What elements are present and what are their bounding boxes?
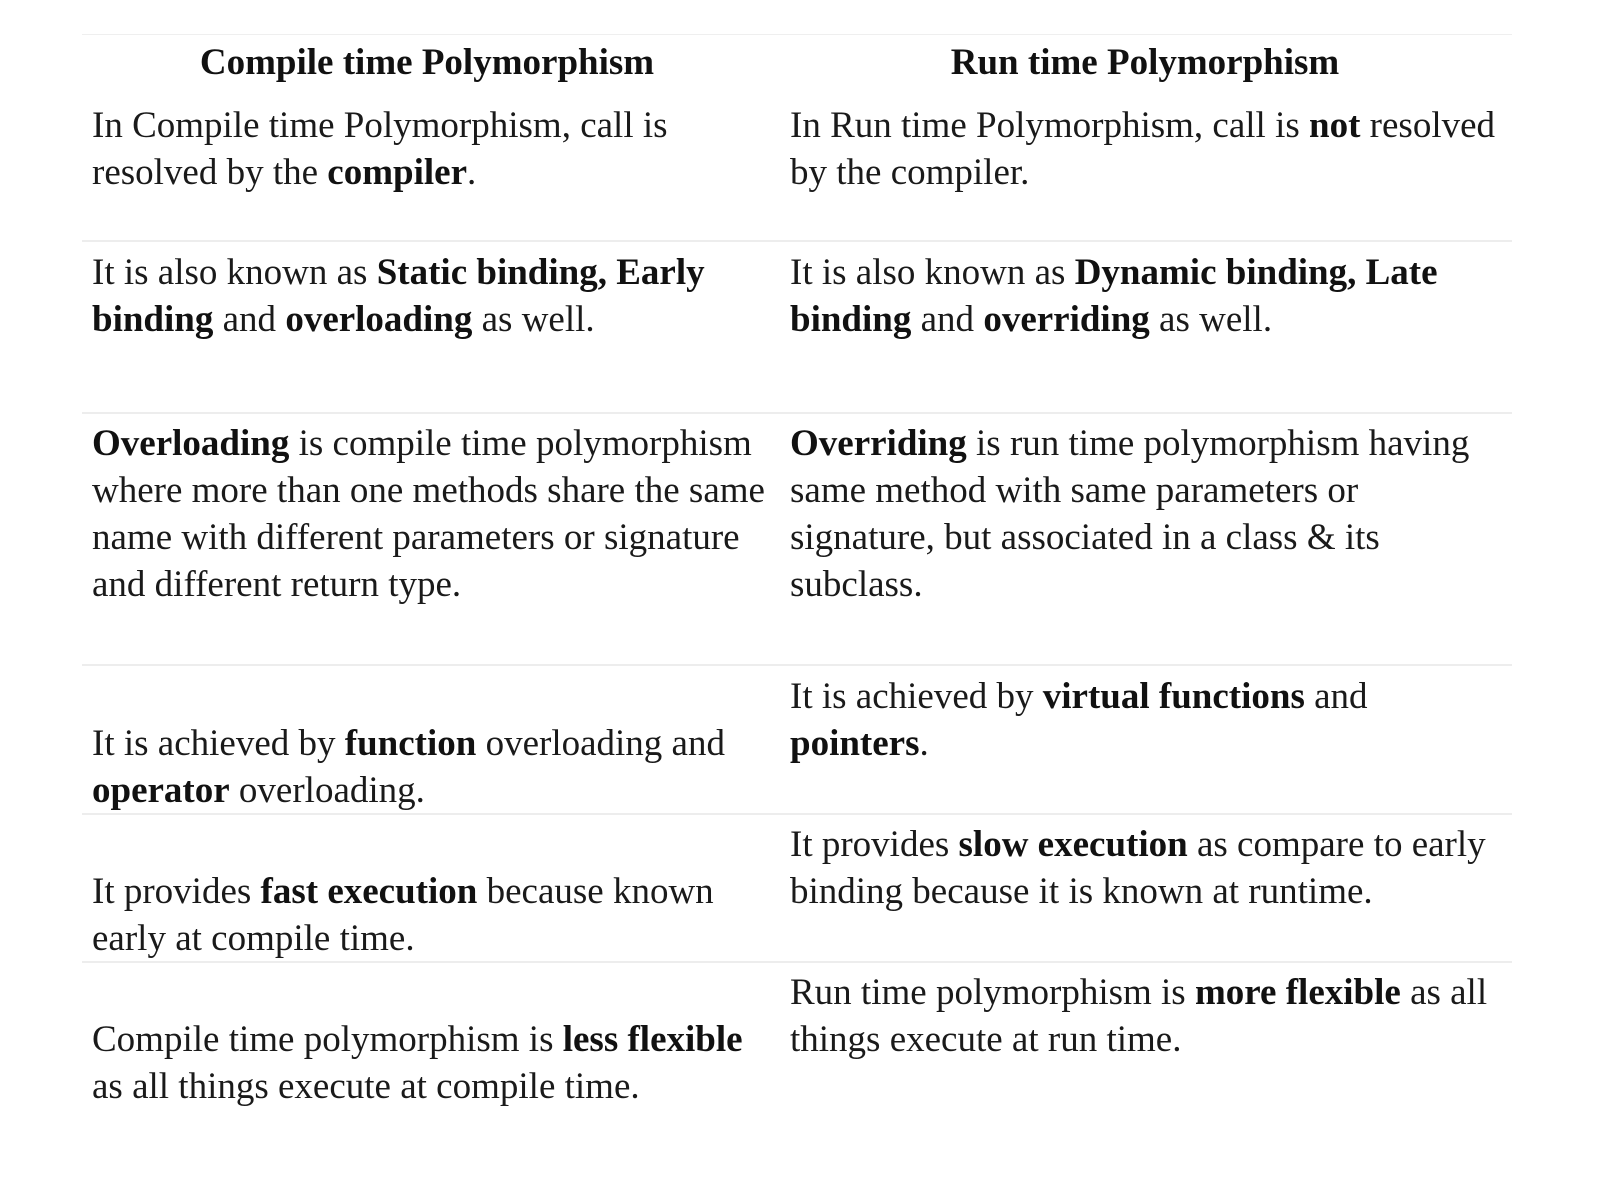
bold-term: less flexible — [562, 1019, 743, 1060]
row-5-runtime-cell — [790, 821, 1510, 915]
row-3-compile-cell — [92, 420, 772, 608]
cell-text: It provides — [790, 824, 959, 865]
bold-term: compiler — [327, 152, 468, 193]
row-5-compile-cell — [92, 868, 772, 962]
cell-text: as all things execute at run time. — [790, 972, 1488, 1060]
cell-text: is run time polymorphism having same method with same parameters or signature, but associated in a class & its subclass. — [790, 423, 1470, 605]
row-3-runtime-cell — [790, 420, 1510, 608]
bold-term: pointers — [790, 723, 920, 764]
cell-text: In Compile time Polymorphism, call is resolved by the — [92, 105, 668, 193]
cell-text: and — [213, 299, 286, 340]
cell-text: It is achieved by — [790, 676, 1043, 717]
row-1-compile-cell — [92, 102, 772, 196]
header-compile-time: Compile time Polymorphism — [199, 42, 655, 83]
bold-term: Overloading — [92, 423, 290, 464]
bold-term: not — [1309, 105, 1361, 146]
row-divider — [82, 412, 1512, 414]
table-top-divider — [82, 34, 1512, 35]
bold-term: overloading — [285, 299, 473, 340]
bold-term: operator — [92, 770, 230, 811]
row-divider — [82, 813, 1512, 815]
row-2-compile-cell — [92, 249, 772, 343]
row-2-runtime-cell — [790, 249, 1510, 343]
cell-text: as well. — [472, 299, 595, 340]
cell-text: It is also known as — [790, 252, 1075, 293]
cell-text: is compile time polymorphism where more than one methods share the same name with different parameters or signature and different return type. — [92, 423, 765, 605]
bold-term: Dynamic binding, Late binding — [790, 252, 1438, 340]
cell-text: It is achieved by — [92, 723, 345, 764]
row-divider — [82, 664, 1512, 666]
row-divider — [82, 240, 1512, 242]
cell-text: overloading. — [229, 770, 425, 811]
cell-text: and — [1304, 676, 1368, 717]
cell-text: and — [911, 299, 984, 340]
bold-term: overriding — [983, 299, 1150, 340]
cell-text: because known early at compile time. — [92, 871, 714, 959]
bold-term: fast execution — [260, 871, 478, 912]
row-divider — [82, 961, 1512, 963]
cell-text: overloading and — [476, 723, 725, 764]
cell-text: . — [467, 152, 477, 193]
row-1-runtime-cell — [790, 102, 1510, 196]
row-6-runtime-cell — [790, 969, 1510, 1063]
bold-term: Overriding — [790, 423, 967, 464]
row-6-compile-cell — [92, 1016, 772, 1110]
bold-term: function — [344, 723, 477, 764]
bold-term: more flexible — [1194, 972, 1401, 1013]
bold-term: virtual functions — [1042, 676, 1305, 717]
row-4-compile-cell — [92, 720, 772, 814]
cell-text: . — [919, 723, 929, 764]
cell-text: Compile time polymorphism is — [92, 1019, 563, 1060]
bold-term: slow execution — [958, 824, 1188, 865]
bold-term: Static binding, Early binding — [92, 252, 705, 340]
cell-text: resolved by the compiler. — [790, 105, 1496, 193]
cell-text: It provides — [92, 871, 261, 912]
header-run-time: Run time Polymorphism — [950, 42, 1340, 83]
cell-text: as all things execute at compile time. — [92, 1066, 640, 1107]
row-4-runtime-cell — [790, 673, 1510, 767]
cell-text: It is also known as — [92, 252, 377, 293]
cell-text: Run time polymorphism is — [790, 972, 1195, 1013]
cell-text: as well. — [1149, 299, 1273, 340]
cell-text: In Run time Polymorphism, call is — [790, 105, 1310, 146]
cell-text: as compare to early binding because it is known at runtime. — [790, 824, 1486, 912]
